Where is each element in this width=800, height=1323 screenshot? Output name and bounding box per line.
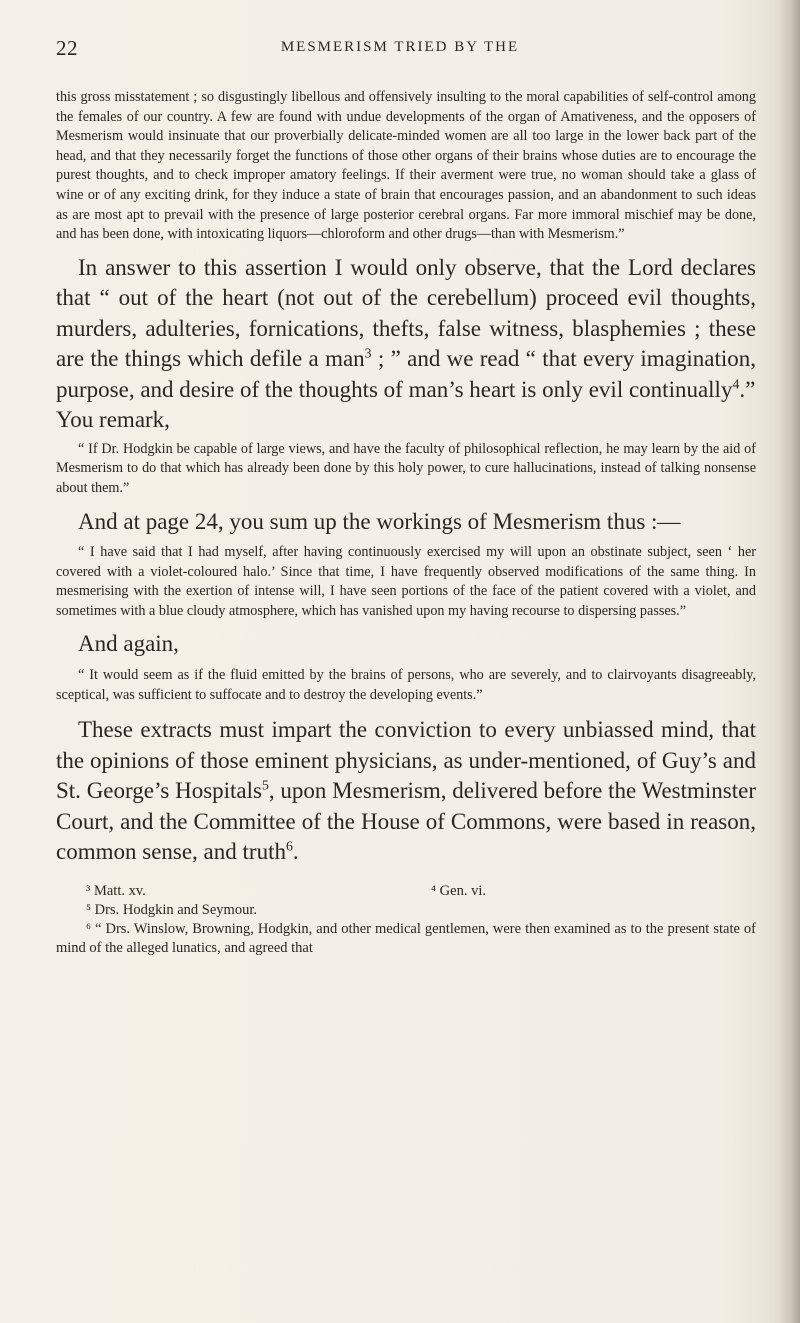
footnote-5: ⁵ Drs. Hodgkin and Seymour. xyxy=(86,901,257,918)
paragraph-and-again: And again, xyxy=(78,631,179,657)
page-header xyxy=(0,36,800,66)
paragraph-conclusion-text-3: . xyxy=(292,839,299,865)
paragraph-quote-continuation: this gross misstatement ; so disgustingly libellous and offensively insulting to the moral capabilities of self-control among the females of our country. A few are found with undue developments of the organ of Amativeness, and the opposers of Mesmerism would insinuate that our proverbially delicate-minded women are all too large in the lower back part of the head, and that they necessarily forget the functions of those other organs of their brains whose duties are to encourage the purest thoughts, and to check improper amatory feelings. If their averment were true, no woman should take a glass of wine or of any exciting drink, for they induce a state of brain that encourages passion, and an abandonment to such ideas as are most apt to prevail with the presence of large posterior cerebral organs. Far more immoral mischief may be done, and has been done, with intoxicating liquors—chloroform and other drugs—than with Mesmerism.” xyxy=(56,89,756,243)
footnote-ref-5: 5 xyxy=(261,777,269,793)
quote-hodgkin: “ If Dr. Hodgkin be capable of large views, and have the faculty of philosophical reflection, he may learn by the aid of Mesmerism to do that which has already been done by this holy power, to cure hallucinations, instead of talking nonsense about them.” xyxy=(56,440,756,496)
paragraph-answer-text-3: .” xyxy=(739,376,756,402)
footnote-3: ³ Matt. xv. xyxy=(86,882,146,899)
paragraph-answer-text-1: In answer to this assertion I would only observe, that the Lord declares that “ out of the heart (not out of the cerebellum) proceed evil thoughts, murders, adulteries, fornications, thefts, false witness, blasphemies ; these are the things which defile a man xyxy=(56,254,756,372)
paragraph-conclusion xyxy=(56,715,756,868)
footnote-4: ⁴ Gen. vi. xyxy=(431,882,486,899)
quote-violet-halo: “ I have said that I had myself, after having continuously exercised my will upon an obstinate subject, seen ‘ her covered with a violet-coloured halo.’ Since that time, I have frequently observed modifications of the same thing. In mesmerising with the exertion of intense will, I have seen portions of the face of the patient covered with a violet, and sometimes with a blue cloudy atmosphere, which has vanished upon my having recourse to dispersing passes.” xyxy=(56,544,756,619)
footnotes xyxy=(56,882,756,958)
footnote-ref-3: 3 xyxy=(364,345,372,361)
footnote-ref-6: 6 xyxy=(285,838,293,854)
page-body xyxy=(56,88,756,958)
running-head: MESMERISM TRIED BY THE xyxy=(280,39,520,55)
paragraph-answer-text-2: ; ” and we read “ that every imagination, purpose, and desire of the thoughts of man’s heart is only evil continually xyxy=(56,346,757,402)
footnote-row-3-4 xyxy=(56,882,756,901)
paragraph-conclusion-text-1: These extracts must impart the conviction to every unbiassed mind, that the opinions of those eminent physicians, as under-mentioned, of Guy’s and St. George’s Hospitals xyxy=(56,717,756,804)
page-number: 22 xyxy=(56,36,78,60)
paragraph-answer xyxy=(56,253,756,406)
quote-fluid-emitted: “ It would seem as if the fluid emitted by the brains of persons, who are severely, and to clairvoyants disagreeably, sceptical, was sufficient to suffocate and to destroy the developing events.” xyxy=(56,666,756,703)
paragraph-page-24: And at page 24, you sum up the workings of Mesmerism thus :— xyxy=(78,508,681,534)
footnote-ref-4: 4 xyxy=(732,376,740,392)
paragraph-you-remark: You remark, xyxy=(56,407,170,433)
footnote-6: ⁶ “ Drs. Winslow, Browning, Hodgkin, and other medical gentlemen, were then examined as to the present state of mind of the alleged lunatics, and agreed that xyxy=(56,920,756,956)
page-edge-shadow xyxy=(778,0,800,1323)
paragraph-conclusion-text-2: , upon Mesmerism, delivered before the Westminster Court, and the Committee of the House of Commons, were based in reason, common sense, and truth xyxy=(56,778,756,865)
